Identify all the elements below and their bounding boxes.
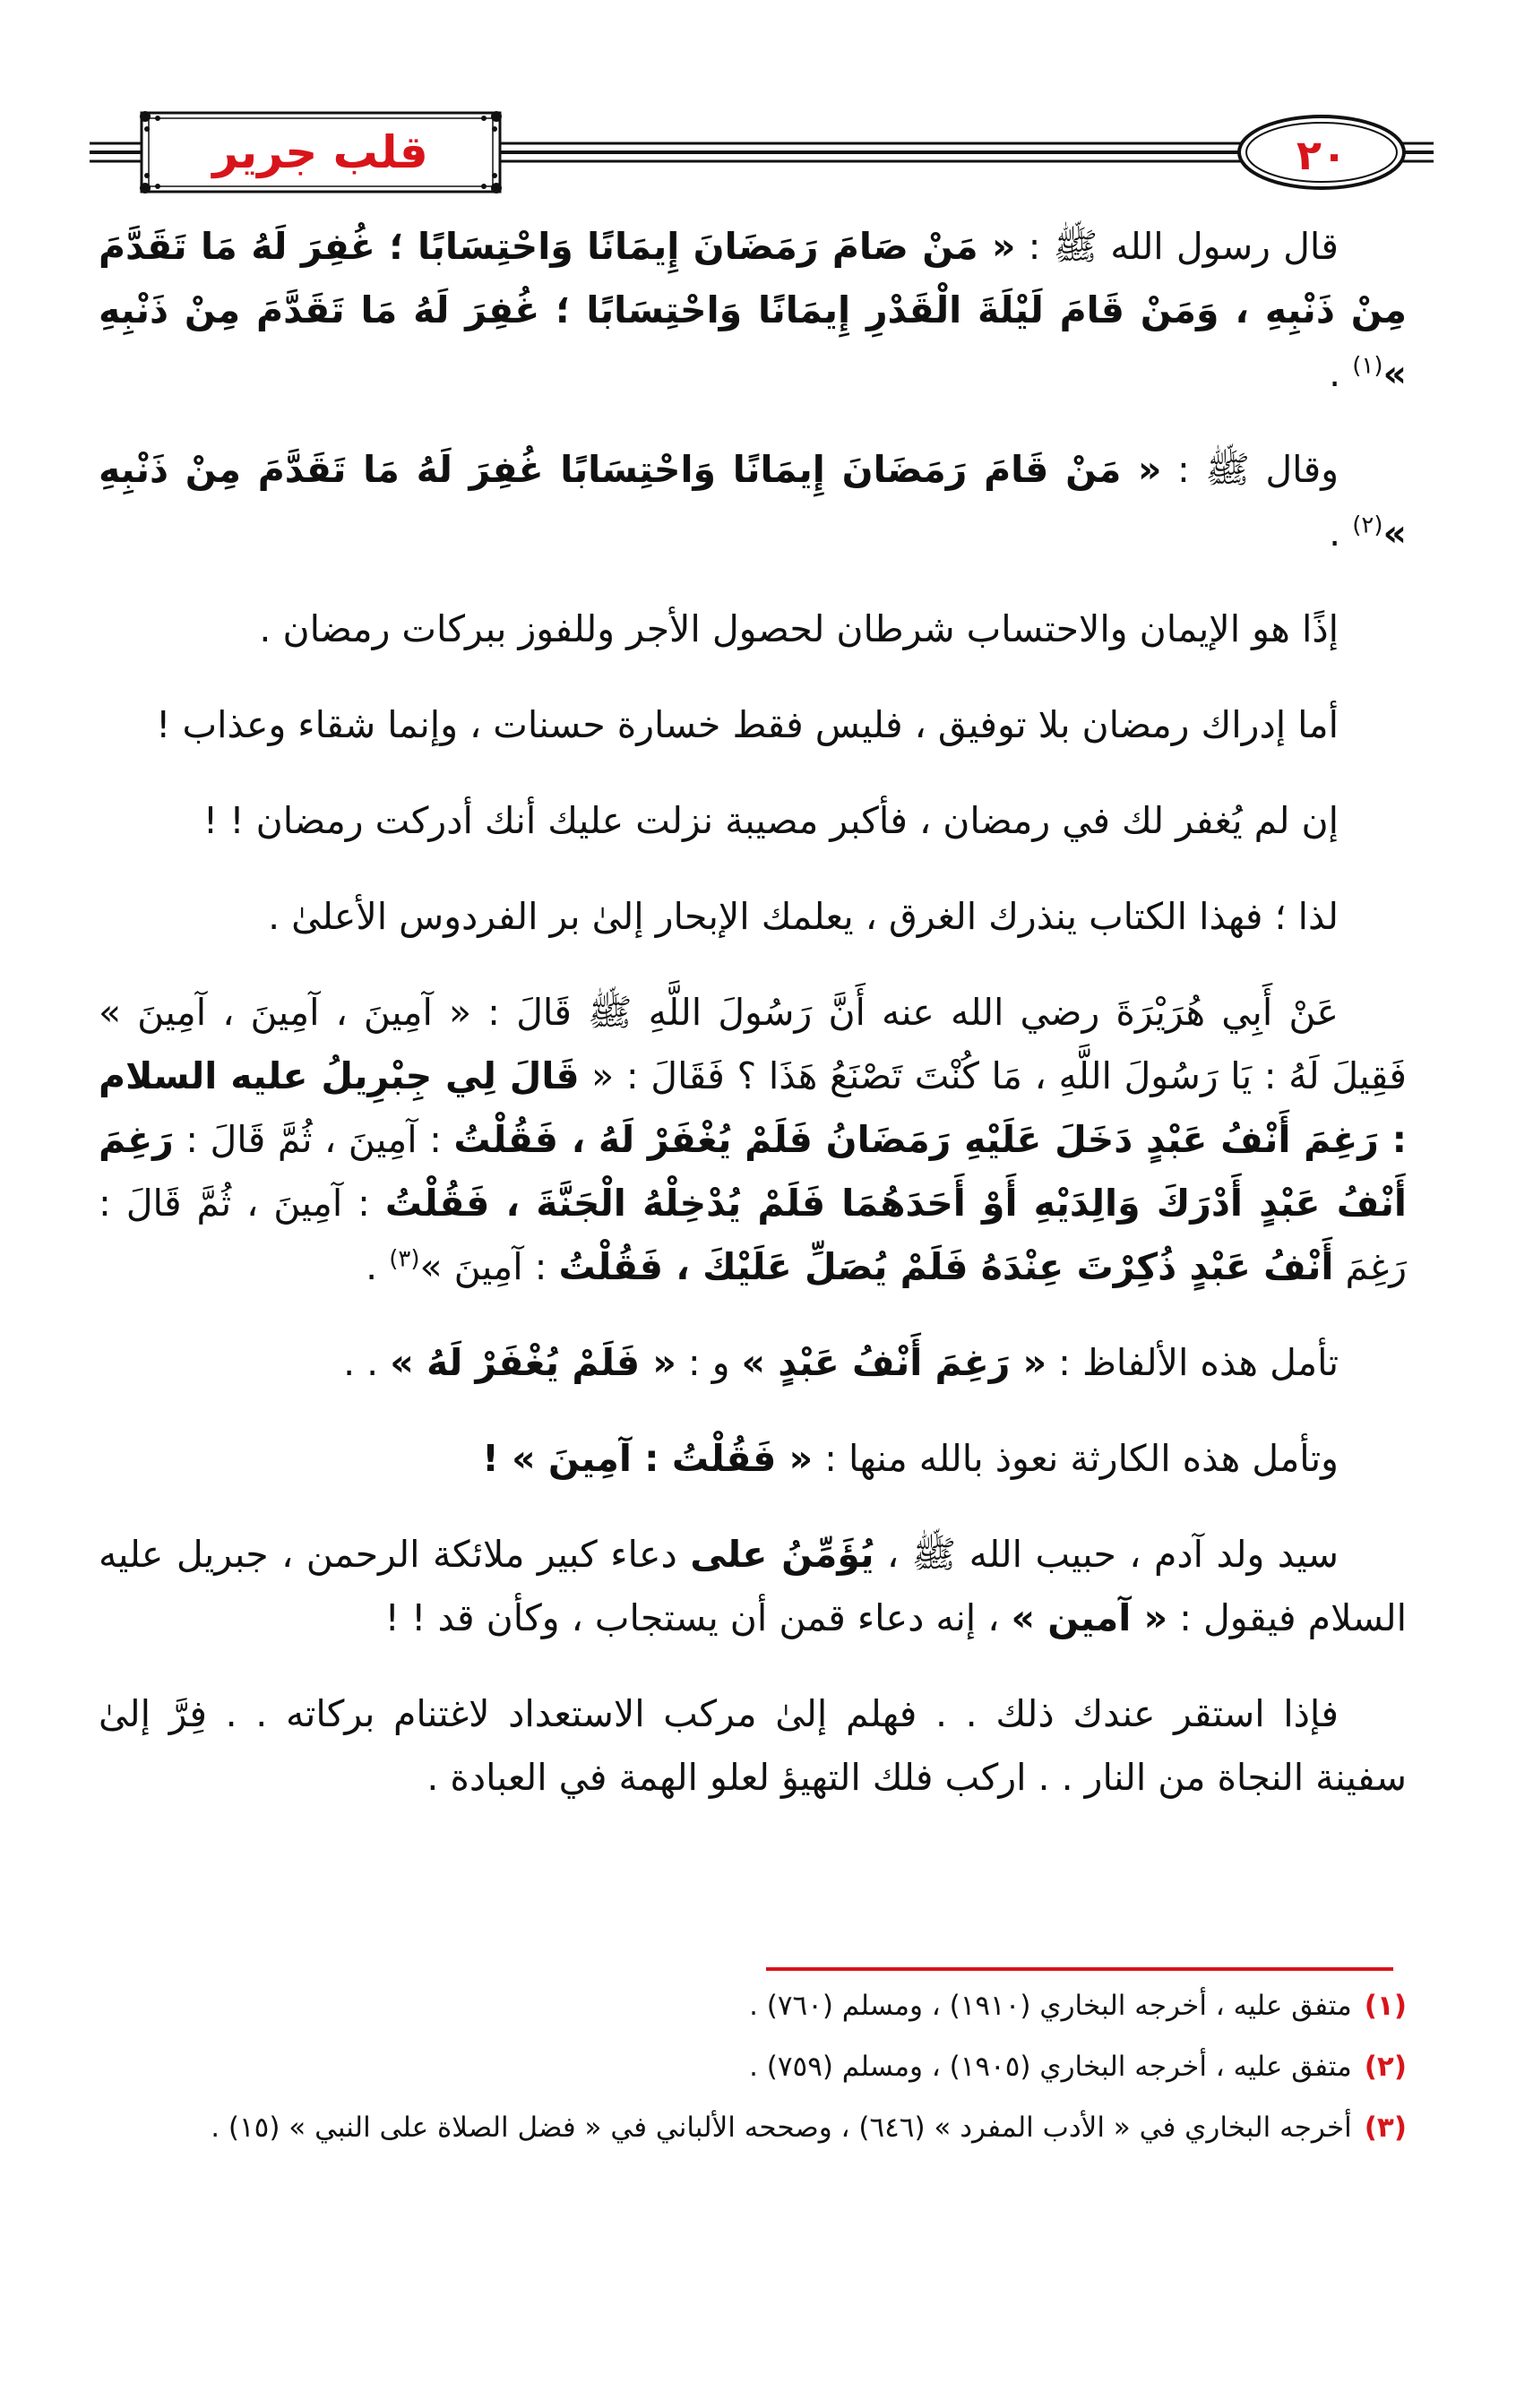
paragraph-text: : آمِينَ »: [419, 1245, 559, 1288]
hadith-text: أَنْفُ عَبْدٍ ذُكِرْتَ عِنْدَهُ فَلَمْ يُصَلِّ عَلَيْكَ ، فَقُلْتُ: [558, 1245, 1334, 1288]
paragraph: [99, 1682, 1407, 1810]
paragraph: [99, 789, 1407, 853]
hadith-text: « فَلَمْ يُغْفَرْ لَهُ »: [390, 1341, 676, 1384]
footnote-number: (٢): [1364, 2051, 1407, 2083]
paragraph-text: قال رسول الله ﷺ :: [1015, 225, 1339, 268]
hadith-text: « مَنْ قَامَ رَمَضَانَ إِيمَانًا وَاحْتِسَابًا غُفِرَ لَهُ مَا تَقَدَّمَ مِنْ ذَنْبِهِ »: [99, 448, 1407, 555]
main-text: [99, 215, 1407, 1842]
hadith-text: رَغِمَ أَنْفُ عَبْدٍ أَدْرَكَ وَالِدَيْهِ أَوْ أَحَدَهُمَا فَلَمْ يُدْخِلْهُ الْجَنَّةَ ، فَقُلْتُ: [99, 1118, 1407, 1225]
paragraph-text: فإذا استقر عندك ذلك . . فهلم إلىٰ مركب الاستعداد لاغتنام بركاته . . فِرَّ إلىٰ سفينة النجاة من النار . . اركب فلك التهيؤ لعلو الهمة في العبادة .: [99, 1692, 1407, 1799]
paragraph-text: . .: [343, 1341, 391, 1384]
hadith-text: « آمين »: [1011, 1596, 1168, 1639]
paragraph: [99, 598, 1407, 661]
paragraph: [99, 885, 1407, 949]
hadith-text: يُؤَمِّنُ على: [690, 1533, 874, 1576]
hadith-text: « فَقُلْتُ : آمِينَ » !: [482, 1437, 814, 1480]
paragraph: [99, 981, 1407, 1299]
paragraph-text: سيد ولد آدم ، حبيب الله ﷺ ،: [874, 1533, 1339, 1576]
page-number: ٢٠: [1296, 131, 1348, 179]
footnote: [99, 1983, 1407, 2028]
paragraph-text: .: [1329, 512, 1353, 555]
footnote-separator: [766, 1967, 1393, 1971]
paragraph-text: : آمِينَ ، ثُمَّ قَالَ : رَغِمَ: [99, 1182, 1407, 1288]
paragraph-text: .: [1329, 352, 1353, 395]
paragraph: [99, 693, 1407, 757]
hadith-text: « رَغِمَ أَنْفُ عَبْدٍ »: [741, 1341, 1047, 1384]
paragraph: [99, 1331, 1407, 1395]
paragraph-text: ، إنه دعاء قمن أن يستجاب ، وكأن قد ! !: [384, 1596, 1012, 1639]
running-title: قلب جرير: [212, 126, 428, 178]
paragraph: [99, 215, 1407, 406]
paragraph-text: إذًا هو الإيمان والاحتساب شرطان لحصول الأجر وللفوز ببركات رمضان .: [259, 607, 1339, 650]
footnote: [99, 2105, 1407, 2150]
footnote-ref: (٣): [389, 1245, 420, 1273]
paragraph-text: .: [366, 1245, 390, 1288]
footnotes: [99, 1983, 1407, 2166]
footnote-number: (١): [1364, 1990, 1407, 2022]
paragraph-text: عَنْ أَبِي هُرَيْرَةَ رضي الله عنه أَنَّ رَسُولَ اللَّهِ ﷺ قَالَ : « آمِينَ ، آمِينَ ، آمِينَ » فَقِيلَ لَهُ : يَا رَسُولَ اللَّهِ ، مَا كُنْتَ تَصْنَعُ هَذَا ؟ فَقَالَ : «: [99, 991, 1407, 1097]
footnote-text: متفق عليه ، أخرجه البخاري (١٩١٠) ، ومسلم (٧٦٠) .: [749, 1990, 1352, 2022]
paragraph-text: إن لم يُغفر لك في رمضان ، فأكبر مصيبة نزلت عليك أنك أدركت رمضان ! !: [202, 799, 1339, 842]
paragraph-text: و :: [676, 1341, 742, 1384]
paragraph-text: وتأمل هذه الكارثة نعوذ بالله منها :: [813, 1437, 1339, 1480]
footnote: [99, 2044, 1407, 2089]
paragraph-text: دعاء كبير ملائكة الرحمن ، جبريل عليه السلام فيقول :: [99, 1533, 1407, 1639]
paragraph-text: لذا ؛ فهذا الكتاب ينذرك الغرق ، يعلمك الإبحار إلىٰ بر الفردوس الأعلىٰ .: [268, 895, 1339, 938]
footnote-ref: (٢): [1352, 512, 1383, 539]
paragraph-text: أما إدراك رمضان بلا توفيق ، فليس فقط خسارة حسنات ، وإنما شقاء وعذاب !: [156, 703, 1339, 746]
footnote-ref: (١): [1352, 352, 1383, 380]
paragraph-text: : آمِينَ ، ثُمَّ قَالَ :: [173, 1118, 454, 1161]
paragraph-text: وقال ﷺ :: [1161, 448, 1339, 491]
paragraph: [99, 438, 1407, 565]
paragraph: [99, 1523, 1407, 1650]
footnote-text: متفق عليه ، أخرجه البخاري (١٩٠٥) ، ومسلم (٧٥٩) .: [749, 2051, 1352, 2083]
hadith-text: قَالَ لِي جِبْرِيلُ عليه السلام : رَغِمَ أَنْفُ عَبْدٍ دَخَلَ عَلَيْهِ رَمَضَانُ فَلَمْ يُغْفَرْ لَهُ ، فَقُلْتُ: [99, 1054, 1407, 1161]
footnote-number: (٣): [1364, 2111, 1407, 2144]
footnote-text: أخرجه البخاري في « الأدب المفرد » (٦٤٦) ، وصححه الألباني في « فضل الصلاة على النبي » (١٥) .: [211, 2111, 1352, 2144]
hadith-text: « مَنْ صَامَ رَمَضَانَ إِيمَانًا وَاحْتِسَابًا ؛ غُفِرَ لَهُ مَا تَقَدَّمَ مِنْ ذَنْبِهِ ، وَمَنْ قَامَ لَيْلَةَ الْقَدْرِ إِيمَانًا وَاحْتِسَابًا ؛ غُفِرَ لَهُ مَا تَقَدَّمَ مِنْ ذَنْبِهِ »: [99, 225, 1407, 395]
paragraph: [99, 1427, 1407, 1491]
page-header: [90, 106, 1434, 204]
paragraph-text: تأمل هذه الألفاظ :: [1047, 1341, 1339, 1384]
